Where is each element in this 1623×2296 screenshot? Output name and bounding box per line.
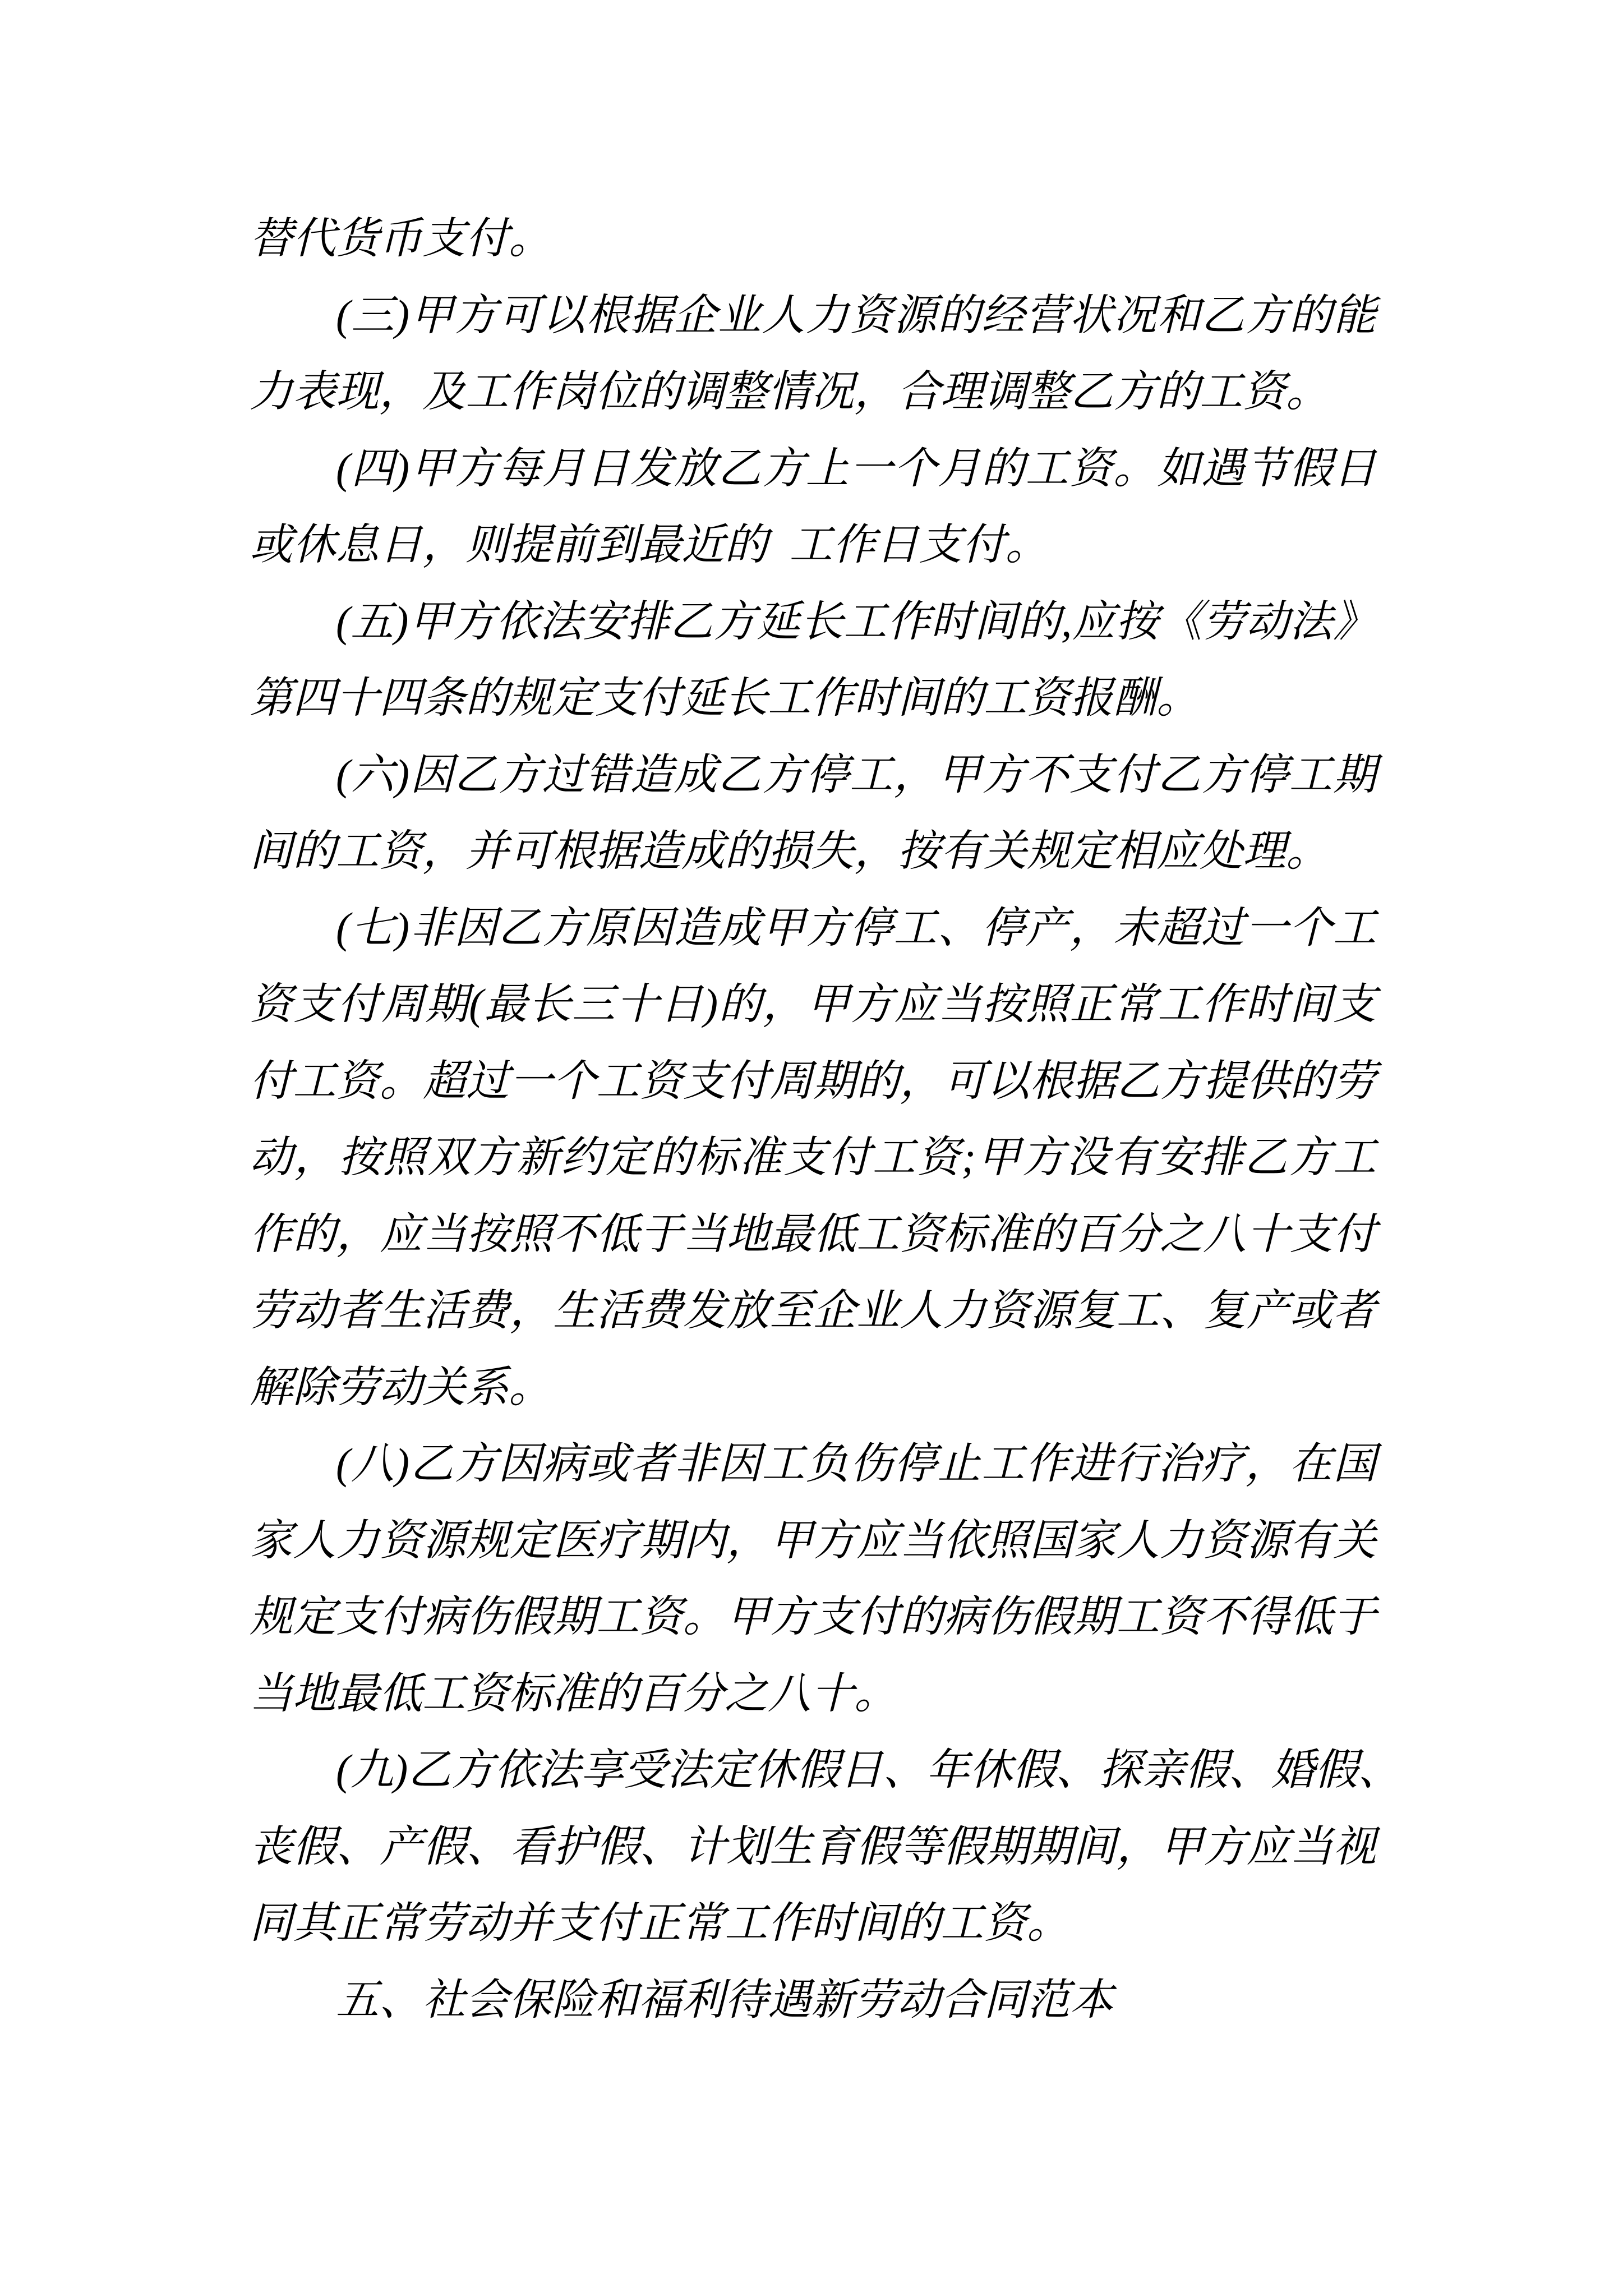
text-line: 丧假、产假、看护假、计划生育假等假期期间，甲方应当视 bbox=[250, 1822, 1376, 1871]
text-line: (五)甲方依法安排乙方延长工作时间的,应按《劳动法》 bbox=[336, 597, 1376, 646]
text-line: 劳动者生活费，生活费发放至企业人力资源复工、复产或者 bbox=[250, 1286, 1376, 1335]
text-line: 规定支付病伤假期工资。甲方支付的病伤假期工资不得低于 bbox=[250, 1593, 1376, 1641]
text-line: 间的工资，并可根据造成的损失，按有关规定相应处理。 bbox=[250, 827, 1329, 875]
text-line: 解除劳动关系。 bbox=[250, 1363, 552, 1411]
text-line: (四)甲方每月日发放乙方上一个月的工资。如遇节假日 bbox=[336, 444, 1376, 493]
text-line: (三)甲方可以根据企业人力资源的经营状况和乙方的能 bbox=[336, 291, 1376, 339]
text-line: (八)乙方因病或者非因工负伤停止工作进行治疗，在国 bbox=[336, 1439, 1376, 1488]
text-line: (七)非因乙方原因造成甲方停工、停产，未超过一个工 bbox=[336, 903, 1376, 952]
text-line: 五、社会保险和福利待遇新劳动合同范本 bbox=[336, 1975, 1113, 2024]
text-line: 资支付周期(最长三十日)的，甲方应当按照正常工作时间支 bbox=[250, 980, 1376, 1028]
document-text-block bbox=[250, 200, 1401, 2038]
text-line: 第四十四条的规定支付延长工作时间的工资报酬。 bbox=[250, 674, 1200, 722]
text-line: 同其正常劳动并支付正常工作时间的工资。 bbox=[250, 1899, 1070, 1947]
text-line: (六)因乙方过错造成乙方停工，甲方不支付乙方停工期 bbox=[336, 750, 1376, 799]
text-line: 作的，应当按照不低于当地最低工资标准的百分之八十支付 bbox=[250, 1209, 1376, 1258]
text-line: 家人力资源规定医疗期内，甲方应当依照国家人力资源有关 bbox=[250, 1516, 1376, 1565]
text-line: 替代货币支付。 bbox=[250, 214, 552, 263]
text-line: 力表现，及工作岗位的调整情况，合理调整乙方的工资。 bbox=[250, 367, 1329, 416]
text-line: 动，按照双方新约定的标准支付工资;甲方没有安排乙方工 bbox=[250, 1133, 1376, 1181]
text-line: 付工资。超过一个工资支付周期的，可以根据乙方提供的劳 bbox=[250, 1056, 1376, 1105]
text-line: 当地最低工资标准的百分之八十。 bbox=[250, 1669, 897, 1718]
text-line: 或休息日，则提前到最近的 工作日支付。 bbox=[250, 521, 1049, 569]
text-line: (九)乙方依法享受法定休假日、年休假、探亲假、婚假、 bbox=[336, 1746, 1401, 1794]
